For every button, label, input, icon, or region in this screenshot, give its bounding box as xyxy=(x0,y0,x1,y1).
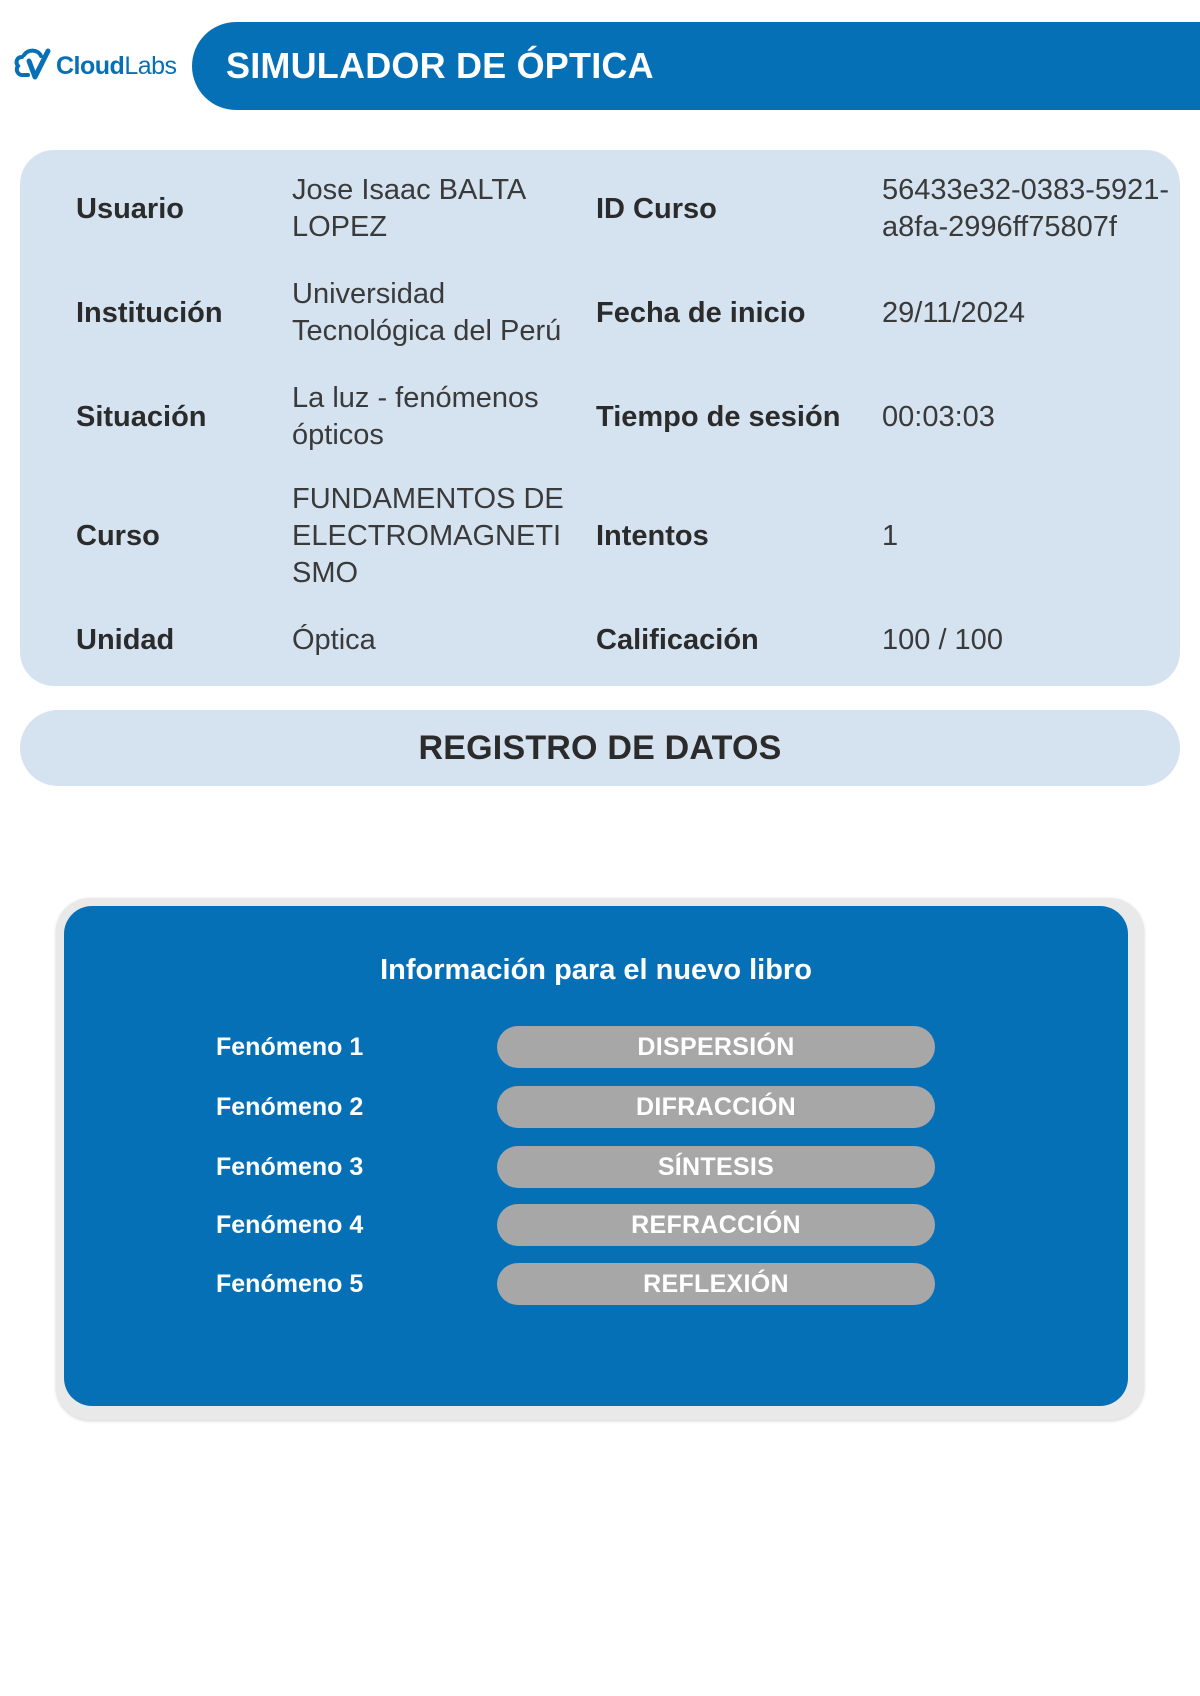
info-label: Fecha de inicio xyxy=(596,296,806,329)
info-label: Curso xyxy=(76,519,160,552)
info-row-unidad xyxy=(20,608,1180,672)
data-capture-frame xyxy=(56,898,1144,1420)
info-value: La luz - fenómenos ópticos xyxy=(292,382,539,451)
section-title: REGISTRO DE DATOS xyxy=(418,728,782,767)
info-value: Universidad Tecnológica del Perú xyxy=(292,278,562,347)
phenomenon-row xyxy=(64,1146,1128,1188)
info-label: Situación xyxy=(76,400,207,433)
info-label: Intentos xyxy=(596,519,709,552)
logo-text-bold: Cloud xyxy=(56,51,125,80)
info-row-usuario xyxy=(20,162,1180,256)
cloudlabs-logo-text xyxy=(56,52,177,81)
phenomenon-value-pill: SÍNTESIS xyxy=(497,1146,935,1188)
phenomenon-row xyxy=(64,1086,1128,1128)
cloudlabs-logo xyxy=(14,44,177,88)
phenomenon-value-pill: DIFRACCIÓN xyxy=(497,1086,935,1128)
info-label: Calificación xyxy=(596,623,759,656)
logo-text-light: Labs xyxy=(124,51,177,80)
info-label: ID Curso xyxy=(596,192,717,225)
info-label: Usuario xyxy=(76,192,184,225)
info-value: 00:03:03 xyxy=(882,400,995,433)
info-label: Institución xyxy=(76,296,223,329)
card-title: Información para el nuevo libro xyxy=(380,954,812,986)
info-value: FUNDAMENTOS DE ELECTROMAGNETISMO xyxy=(292,482,564,589)
phenomenon-label: Fenómeno 3 xyxy=(216,1152,364,1181)
info-value: Jose Isaac BALTA LOPEZ xyxy=(292,174,525,243)
session-info-panel xyxy=(20,150,1180,686)
info-value: 1 xyxy=(882,519,899,552)
phenomenon-label: Fenómeno 2 xyxy=(216,1092,364,1121)
header-title-bar xyxy=(192,22,1200,110)
info-value: 56433e32-0383-5921-a8fa-2996ff75807f xyxy=(882,174,1170,243)
cloudlabs-logo-icon xyxy=(14,47,54,85)
page-title: SIMULADOR DE ÓPTICA xyxy=(226,45,654,86)
phenomenon-label: Fenómeno 5 xyxy=(216,1269,364,1298)
info-value: 29/11/2024 xyxy=(882,296,1025,329)
phenomenon-label: Fenómeno 1 xyxy=(216,1032,364,1061)
info-value: Óptica xyxy=(292,623,376,656)
info-label: Tiempo de sesión xyxy=(596,400,841,433)
phenomenon-label: Fenómeno 4 xyxy=(216,1210,364,1239)
phenomenon-row xyxy=(64,1263,1128,1305)
section-header xyxy=(20,710,1180,786)
info-label: Unidad xyxy=(76,623,175,656)
info-row-situacion xyxy=(20,370,1180,464)
info-value: 100 / 100 xyxy=(882,623,1003,656)
phenomenon-value-pill: REFLEXIÓN xyxy=(497,1263,935,1305)
phenomenon-value-pill: DISPERSIÓN xyxy=(497,1026,935,1068)
data-capture-card xyxy=(64,906,1128,1406)
phenomenon-row xyxy=(64,1026,1128,1068)
info-row-curso xyxy=(20,474,1180,598)
info-row-institucion xyxy=(20,266,1180,360)
phenomenon-value-pill: REFRACCIÓN xyxy=(497,1204,935,1246)
phenomenon-row xyxy=(64,1204,1128,1246)
